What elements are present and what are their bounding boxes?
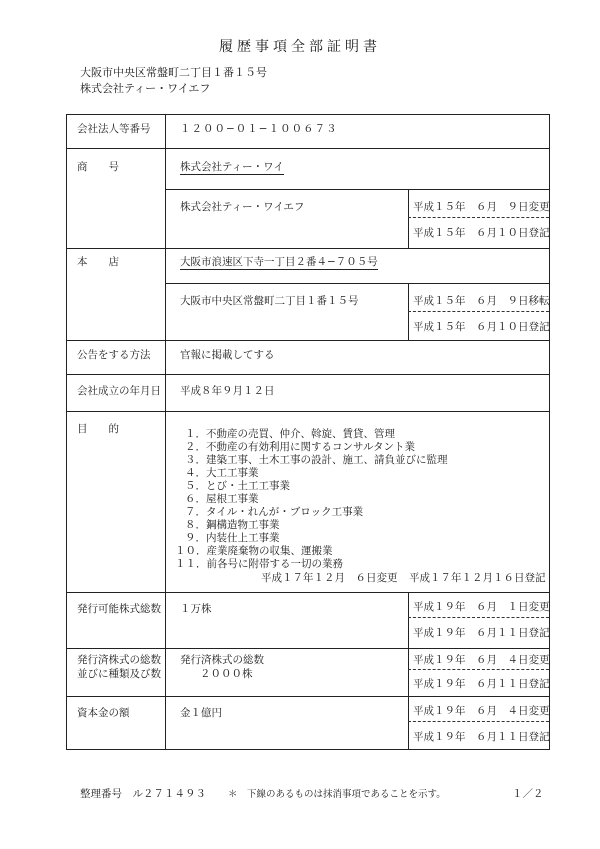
purpose-item: ８．鋼構造物工事業	[185, 519, 280, 531]
purpose-item: ４．大工工事業	[185, 467, 259, 479]
trade-name-label: 商 号	[77, 161, 119, 173]
corp-number-label: 会社法人等番号	[77, 123, 151, 135]
capital-value: 金１億円	[180, 707, 222, 719]
head-office-label: 本 店	[77, 256, 119, 268]
established-label: 会社成立の年月日	[77, 385, 161, 397]
issued-shares-value-2: ２０００株	[200, 668, 253, 680]
head-office-new: 大阪市中央区常盤町二丁目１番１５号	[180, 295, 359, 307]
purpose-item: １０．産業廃棄物の収集、運搬業	[175, 545, 333, 557]
trade-name-change-date: 平成１５年 ６月 ９日変更	[413, 201, 550, 213]
purpose-item: ６．屋根工事業	[185, 493, 259, 505]
trade-name-new: 株式会社ティー・ワイエフ	[180, 201, 305, 213]
authorized-shares-label: 発行可能株式総数	[77, 603, 161, 615]
strikethrough-note: ＊ 下線のあるものは抹消事項であることを示す。	[228, 789, 446, 800]
authorized-shares-reg-date: 平成１９年 ６月１１日登記	[413, 627, 550, 639]
issued-shares-value-1: 発行済株式の総数	[180, 654, 264, 666]
corp-number-value: １２００−０１−１００６７３	[180, 123, 338, 135]
capital-reg-date: 平成１９年 ６月１１日登記	[413, 731, 550, 743]
public-notice-value: 官報に掲載してする	[180, 349, 275, 361]
purpose-item: ７．タイル・れんが・ブロック工事業	[185, 506, 364, 518]
purpose-item: ５．とび・土工工事業	[185, 480, 290, 492]
purpose-item: １１．前各号に附帯する一切の業務	[175, 558, 343, 570]
public-notice-label: 公告をする方法	[77, 349, 151, 361]
capital-label: 資本金の額	[77, 707, 130, 719]
head-office-reg-date: 平成１５年 ６月１０日登記	[413, 321, 550, 333]
header-company: 株式会社ティー・ワイエフ	[80, 82, 211, 95]
capital-change-date: 平成１９年 ６月 ４日変更	[413, 705, 550, 717]
established-value: 平成８年９月１２日	[180, 385, 275, 397]
issued-shares-label-1: 発行済株式の総数	[77, 654, 161, 666]
purpose-item: ３．建築工事、土木工事の設計、施工、請負並びに監理	[185, 454, 448, 466]
page-number: １／２	[512, 788, 544, 800]
purpose-label: 目 的	[77, 423, 119, 435]
trade-name-reg-date: 平成１５年 ６月１０日登記	[413, 227, 550, 239]
head-office-change-date: 平成１５年 ６月 ９日移転	[413, 295, 550, 307]
trade-name-old: 株式会社ティー・ワイ	[180, 161, 284, 173]
purpose-item: ２．不動産の有効利用に関するコンサルタント業	[185, 441, 416, 453]
certificate-table	[66, 114, 550, 750]
issued-shares-label-2: 並びに種類及び数	[77, 668, 161, 680]
purpose-reg-date: 平成１７年１２月１６日登記	[409, 572, 546, 584]
authorized-shares-value: １万株	[180, 603, 212, 615]
issued-shares-change-date: 平成１９年 ６月 ４日変更	[413, 654, 550, 666]
reference-number: 整理番号 ル２７１４９３	[80, 788, 206, 800]
authorized-shares-change-date: 平成１９年 ６月 １日変更	[413, 601, 550, 613]
document-title: 履歴事項全部証明書	[219, 39, 381, 55]
header-address: 大阪市中央区常盤町二丁目１番１５号	[80, 66, 267, 79]
purpose-change-date: 平成１７年１２月 ６日変更	[261, 572, 398, 584]
issued-shares-reg-date: 平成１９年 ６月１１日登記	[413, 678, 550, 690]
column-divider	[165, 115, 166, 749]
purpose-item: ９．内装仕上工事業	[185, 532, 280, 544]
head-office-old: 大阪市浪速区下寺一丁目２番４−７０５号	[180, 256, 378, 268]
purpose-item: １．不動産の売買、仲介、斡旋、賃貸、管理	[185, 428, 395, 440]
